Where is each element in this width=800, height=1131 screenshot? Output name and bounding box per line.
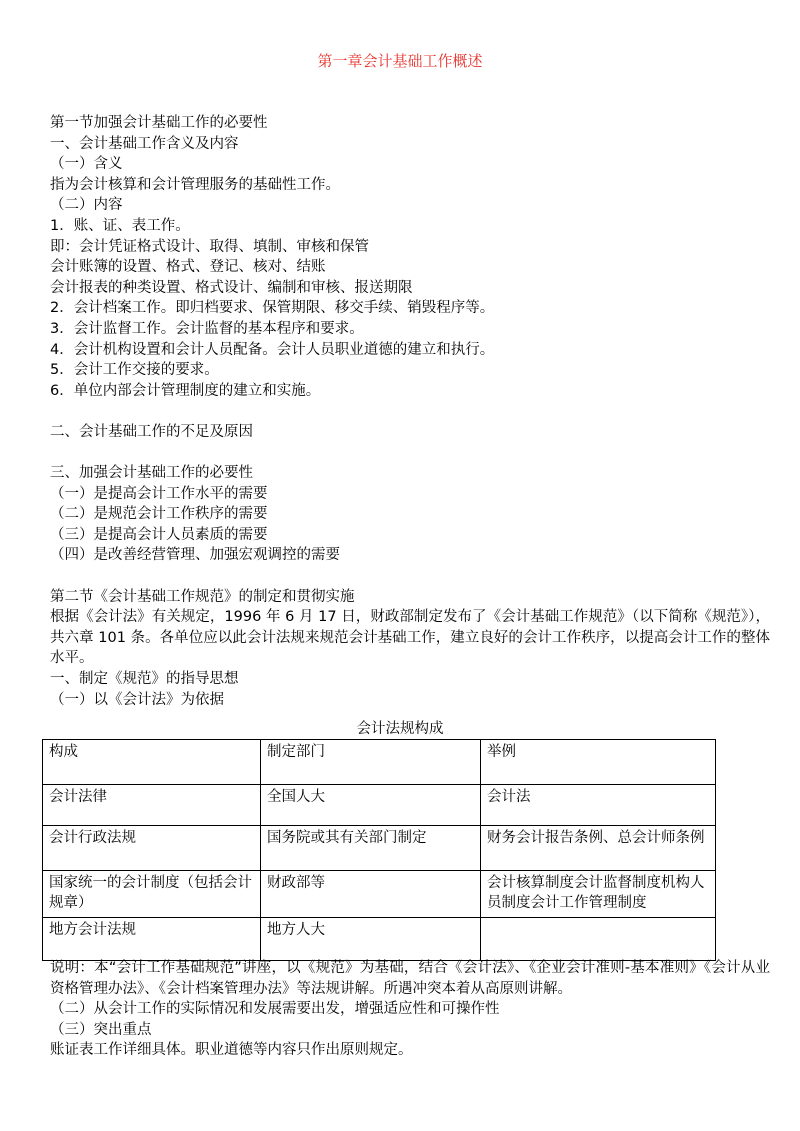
section-1	[50, 113, 770, 710]
item-content-label: （二）内容	[50, 197, 123, 214]
table-row	[43, 918, 716, 961]
necessity-item-2: （二）是规范会计工作秩序的需要	[50, 506, 268, 523]
accounting-regulations-table	[42, 739, 716, 961]
necessity-item-4: （四）是改善经营管理、加强宏观调控的需要	[50, 547, 340, 564]
table-cell: 地方人大	[261, 918, 481, 961]
content-item-2: 2．会计档案工作。即归档要求、保管期限、移交手续、销毁程序等。	[50, 300, 495, 317]
table-row	[43, 785, 716, 826]
meaning-text: 指为会计核算和会计管理服务的基础性工作。	[50, 176, 340, 193]
section-1-heading: 第一节加强会计基础工作的必要性	[50, 115, 268, 131]
table-cell: 全国人大	[261, 785, 481, 826]
content-item-1: 1．账、证、表工作。	[50, 217, 190, 234]
table-row	[43, 871, 716, 918]
table-caption: 会计法规构成	[356, 721, 444, 737]
necessity-item-3: （三）是提高会计人员素质的需要	[50, 526, 268, 543]
guiding-principles-heading: 一、制定《规范》的指导思想	[50, 671, 239, 688]
table-header-cell: 构成	[43, 740, 261, 785]
table-header-row	[43, 740, 716, 785]
table-header-cell: 制定部门	[261, 740, 481, 785]
content-item-5: 5．会计工作交接的要求。	[50, 362, 219, 379]
table-cell: 国家统一的会计制度（包括会计规章）	[43, 871, 261, 918]
table-cell: 国务院或其有关部门制定	[261, 826, 481, 871]
table-cell: 会计法律	[43, 785, 261, 826]
guiding-principle-1: （一）以《会计法》为依据	[50, 691, 224, 708]
table-cell: 地方会计法规	[43, 918, 261, 961]
table-cell: 会计核算制度会计监督制度机构人员制度会计工作管理制度	[481, 871, 716, 918]
subheading-necessity: 三、加强会计基础工作的必要性	[50, 465, 253, 482]
content-item-3: 3．会计监督工作。会计监督的基本程序和要求。	[50, 320, 364, 337]
necessity-item-1: （一）是提高会计工作水平的需要	[50, 485, 268, 502]
guiding-principle-3: （三）突出重点	[50, 1021, 152, 1038]
table-cell: 财务会计报告条例、总会计师条例	[481, 826, 716, 871]
guiding-principle-3-detail: 账证表工作详细具体。职业道德等内容只作出原则规定。	[50, 1042, 413, 1059]
guiding-principle-2: （二）从会计工作的实际情况和发展需要出发，增强适应性和可操作性	[50, 1001, 500, 1018]
table-cell: 会计行政法规	[43, 826, 261, 871]
note-paragraph: 说明：本“会计工作基础规范”讲座，以《规范》为基础，结合《会计法》、《企业会计准则-基本准则》《会计从业资格管理办法》、《会计档案管理办法》等法规讲解。所遇冲突本着从高原则讲解。	[50, 960, 770, 997]
table-header-cell: 举例	[481, 740, 716, 785]
content-item-1-detail-b: 会计账簿的设置、格式、登记、核对、结账	[50, 259, 326, 276]
table-cell	[481, 918, 716, 961]
after-table-text	[50, 958, 770, 1061]
table-cell: 财政部等	[261, 871, 481, 918]
section-2-heading: 第二节《会计基础工作规范》的制定和贯彻实施	[50, 588, 355, 605]
item-meaning-label: （一）含义	[50, 156, 123, 173]
content-item-1-detail-c: 会计报表的种类设置、格式设计、编制和审核、报送期限	[50, 279, 413, 296]
content-item-6: 6．单位内部会计管理制度的建立和实施。	[50, 382, 321, 399]
content-item-4: 4．会计机构设置和会计人员配备。会计人员职业道德的建立和执行。	[50, 341, 495, 358]
subheading-meaning-content: 一、会计基础工作含义及内容	[50, 135, 239, 152]
section-2-intro: 根据《会计法》有关规定，1996 年 6 月 17 日，财政部制定发布了《会计基础工作规范》（以下简称《规范》），共六章 101 条。各单位应以此会计法规来规范会计基础工作，建立良好的会计工作秩序，以提高会计工作的整体水平。	[50, 609, 770, 667]
table-cell: 会计法	[481, 785, 716, 826]
subheading-shortcomings: 二、会计基础工作的不足及原因	[50, 423, 253, 440]
content-item-1-detail-a: 即：会计凭证格式设计、取得、填制、审核和保管	[50, 238, 369, 255]
table-row	[43, 826, 716, 871]
chapter-title: 第一章会计基础工作概述	[317, 52, 483, 70]
